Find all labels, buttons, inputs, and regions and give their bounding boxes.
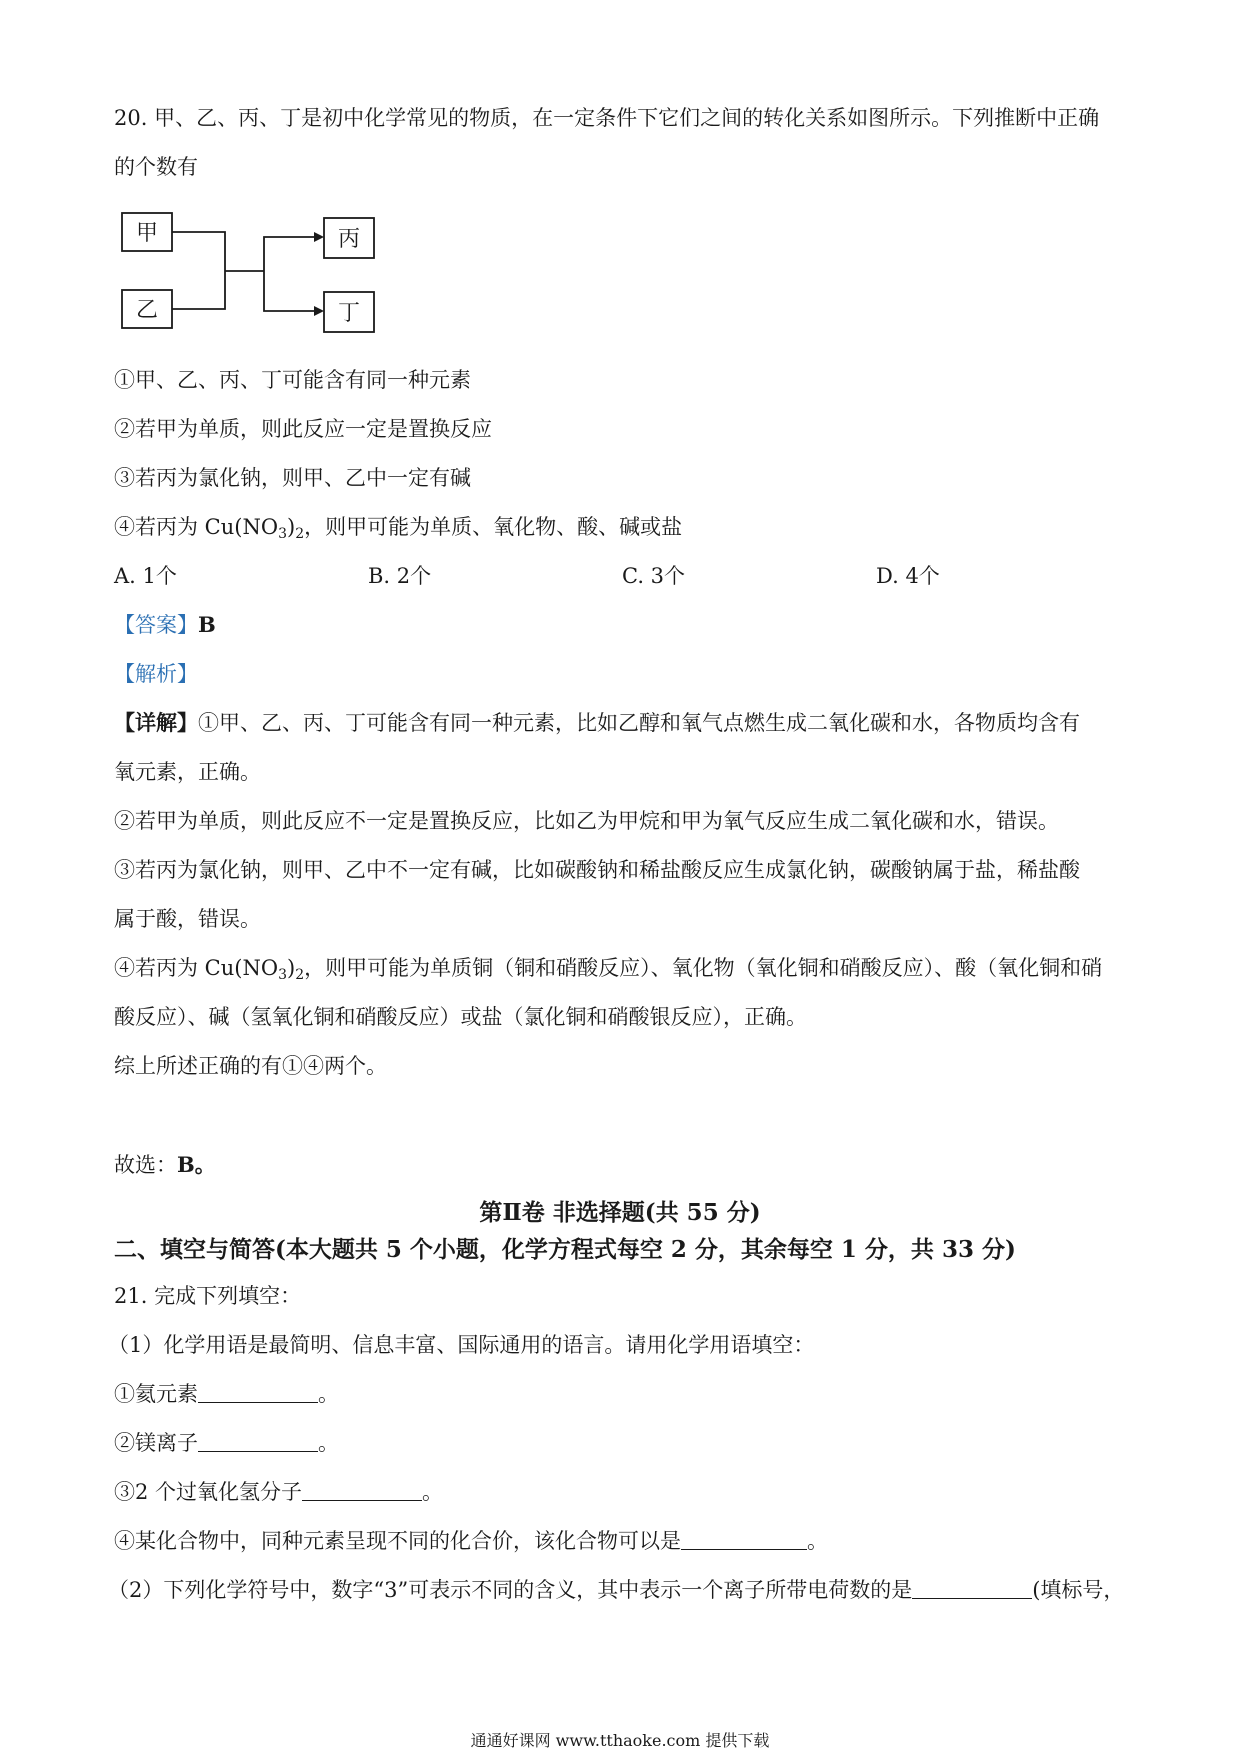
answer-value: B — [198, 612, 216, 637]
detail-4b: 酸反应）、碱（氢氧化铜和硝酸反应）或盐（氯化铜和硝酸银反应），正确。 — [114, 1005, 807, 1029]
q21-part2: （2）下列化学符号中，数字“3”可表示不同的含义，其中表示一个离子所带电荷数的是 (填标号， — [108, 1578, 1125, 1602]
conversion-diagram — [100, 200, 400, 340]
statement-3: ③若丙为氯化钠，则甲、乙中一定有碱 — [114, 466, 471, 490]
statement-4: ④若丙为 $Cu(NO_3)_2$，则甲可能为单质、氧化物、酸、碱或盐 — [114, 515, 683, 542]
q21-item3: ③2 个过氧化氢分子 。 — [114, 1480, 444, 1504]
footer-source: 通通好课网 www.tthaoke.com 提供下载 — [470, 1731, 770, 1750]
q21-item1: ①氦元素 。 — [114, 1382, 339, 1406]
q20-stem-line2: 的个数有 — [114, 155, 198, 179]
box-yi-label: 乙 — [135, 298, 159, 323]
option-b: B. 2个 — [368, 564, 432, 588]
answer-line — [114, 610, 216, 640]
box-jia-label: 甲 — [135, 221, 159, 246]
answer-blank-4[interactable] — [681, 1529, 807, 1550]
option-d: D. 4个 — [876, 564, 940, 588]
statement-1: ①甲、乙、丙、丁可能含有同一种元素 — [114, 368, 471, 392]
summary: 综上所述正确的有①④两个。 — [114, 1054, 387, 1078]
detail-4a: ④若丙为 $Cu(NO_3)_2$，则甲可能为单质铜（铜和硝酸反应）、氧化物（氧化铜和硝酸反应）、酸（氧化铜和硝 — [114, 956, 1103, 983]
detail-label: 【详解】 — [114, 710, 198, 735]
option-a: A. 1个 — [114, 564, 177, 588]
connector-jia — [172, 232, 225, 271]
answer-blank-5[interactable] — [912, 1578, 1032, 1599]
arrow-head-ding — [314, 306, 324, 316]
answer-blank-3[interactable] — [302, 1480, 422, 1501]
choice-value: B。 — [177, 1152, 216, 1177]
statement-2: ②若甲为单质，则此反应一定是置换反应 — [114, 417, 492, 441]
answer-blank-1[interactable] — [198, 1382, 318, 1403]
detail-3b: 属于酸，错误。 — [114, 907, 261, 931]
q21-item2: ②镁离子 。 — [114, 1431, 339, 1455]
choice-label: 故选： — [114, 1153, 177, 1177]
box-ding-label: 丁 — [337, 301, 361, 326]
detail-3a: ③若丙为氯化钠，则甲、乙中不一定有碱，比如碳酸钠和稀盐酸反应生成氯化钠，碳酸钠属于盐，稀盐酸 — [114, 858, 1080, 882]
analysis-label: 【解析】 — [114, 662, 198, 686]
connector-ding — [264, 271, 314, 311]
q21-stem: 21. 完成下列填空： — [114, 1284, 302, 1308]
q21-part1: （1）化学用语是最简明、信息丰富、国际通用的语言。请用化学用语填空： — [108, 1333, 815, 1357]
detail-1b: 氧元素，正确。 — [114, 760, 261, 784]
box-bing-label: 丙 — [337, 227, 361, 252]
detail-1a: 【详解】①甲、乙、丙、丁可能含有同一种元素，比如乙醇和氧气点燃生成二氧化碳和水，各物质均含有 — [114, 710, 1080, 735]
answer-label: 【答案】 — [114, 613, 198, 637]
q21-item4: ④某化合物中，同种元素呈现不同的化合价，该化合物可以是 。 — [114, 1529, 828, 1553]
answer-blank-2[interactable] — [198, 1431, 318, 1452]
section-title: 第Ⅱ卷 非选择题(共 55 分) — [479, 1199, 761, 1226]
choice-line — [114, 1150, 216, 1180]
connector-yi — [172, 271, 225, 309]
section-heading: 二、填空与简答(本大题共 5 个小题，化学方程式每空 2 分，其余每空 1 分，共 33 分) — [114, 1236, 1016, 1263]
connector-bing — [264, 237, 314, 271]
detail-2: ②若甲为单质，则此反应不一定是置换反应，比如乙为甲烷和甲为氧气反应生成二氧化碳和水，错误。 — [114, 809, 1059, 833]
option-c: C. 3个 — [622, 564, 686, 588]
arrow-head-bing — [314, 232, 324, 242]
q20-stem-line1: 20. 甲、乙、丙、丁是初中化学常见的物质，在一定条件下它们之间的转化关系如图所示。下列推断中正确 — [114, 106, 1100, 130]
